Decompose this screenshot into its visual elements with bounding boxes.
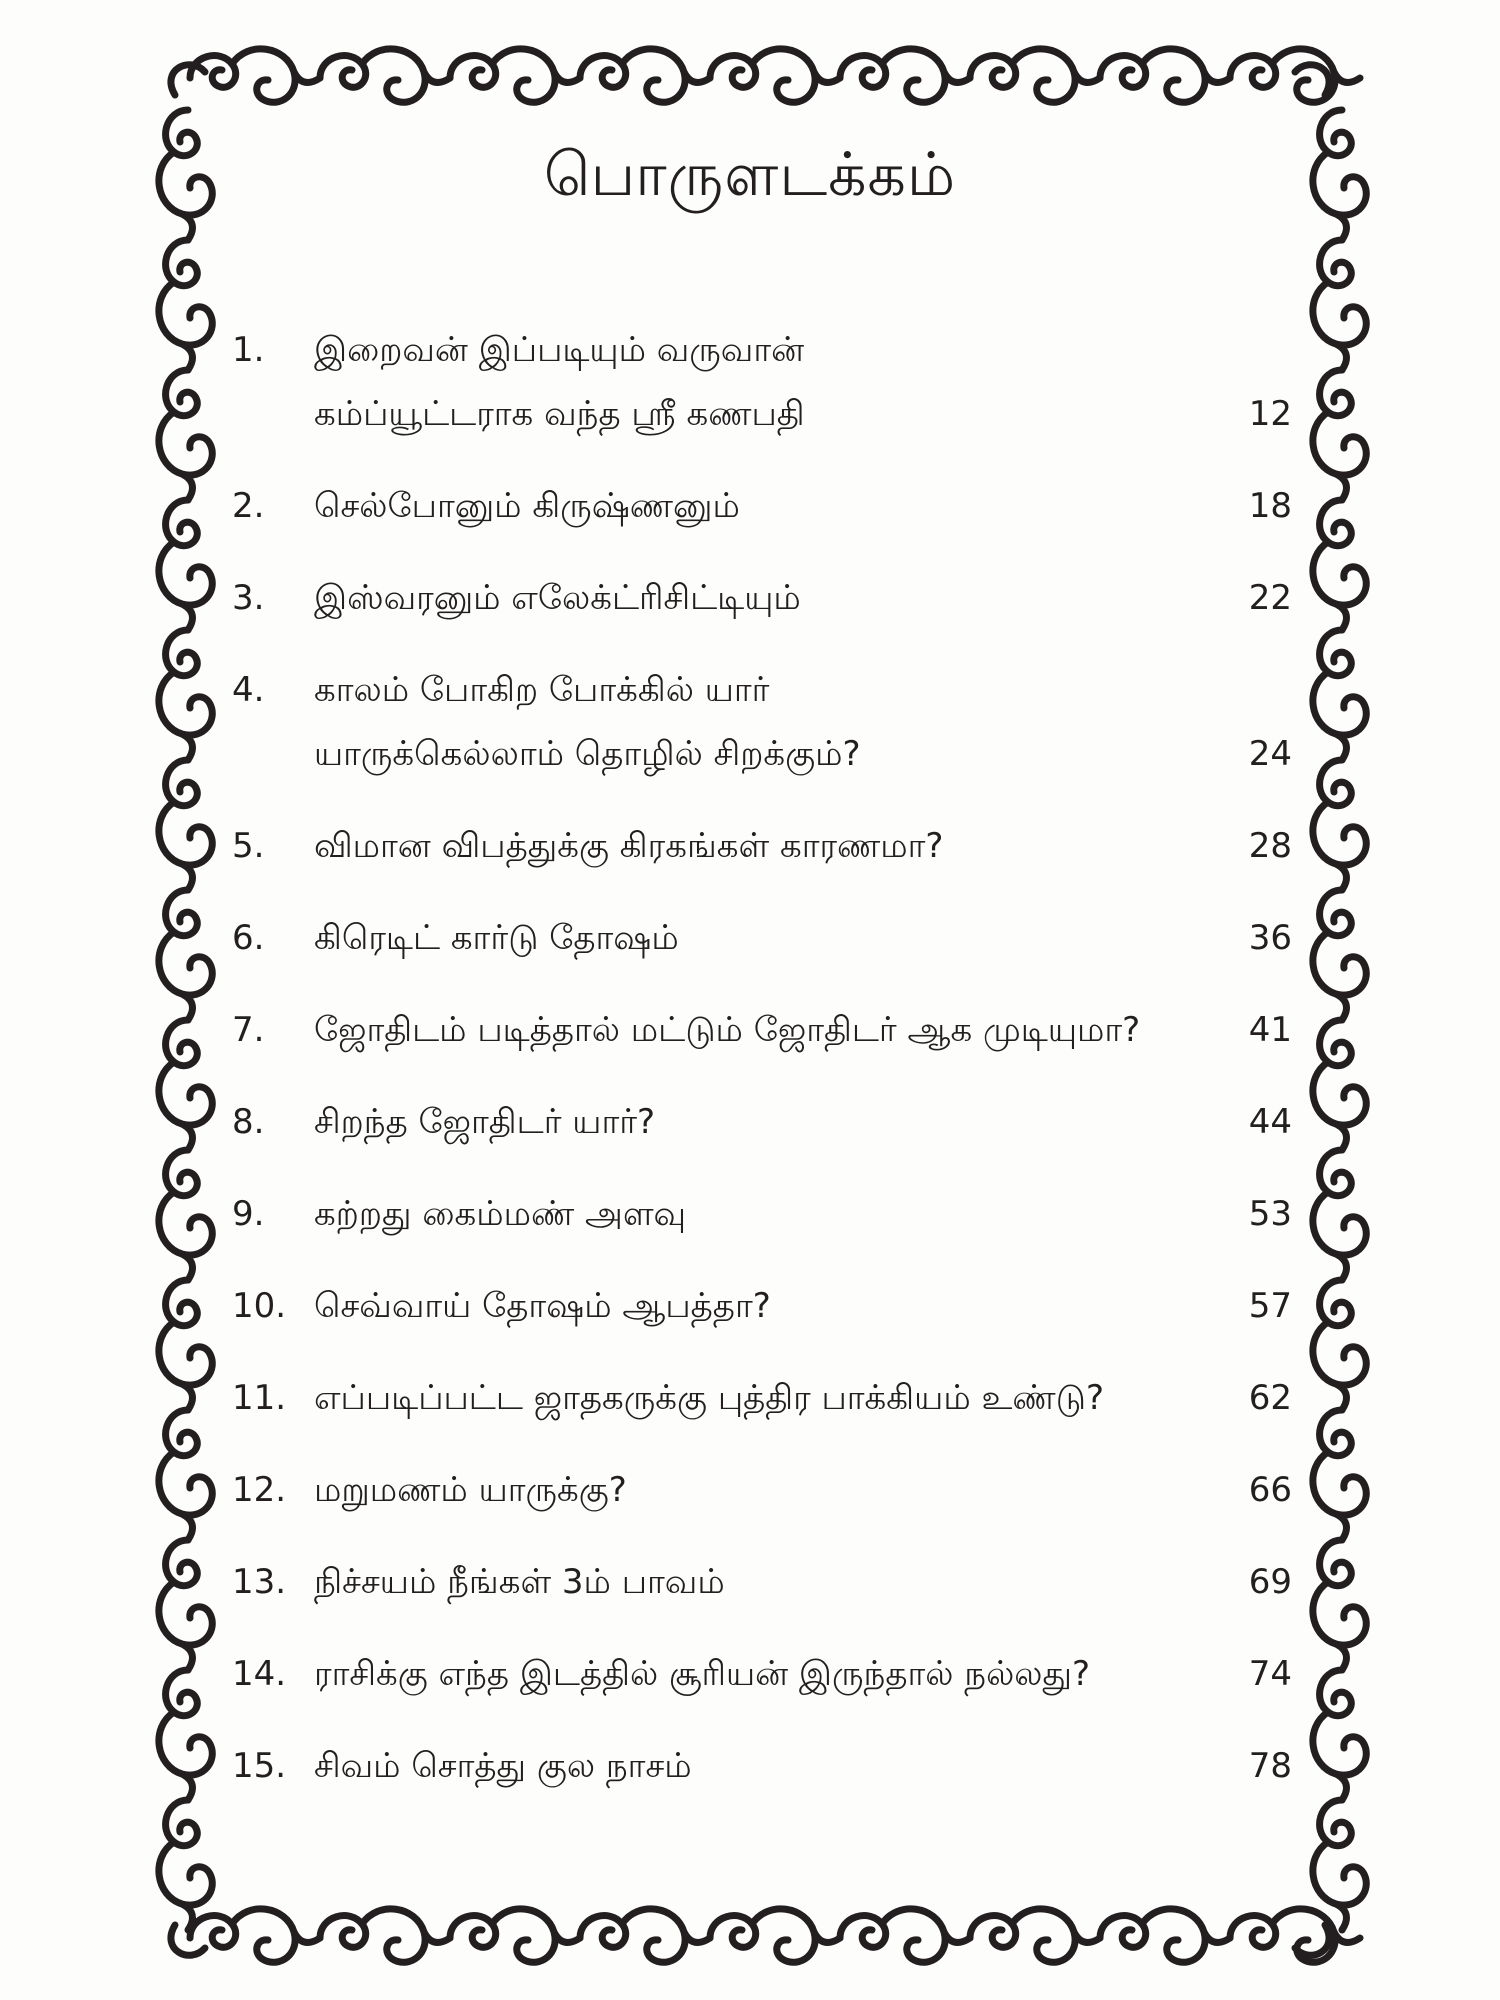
page-title: பொருளடக்கம் (543, 140, 957, 210)
toc-entry-title (314, 1642, 1202, 1706)
toc-entry (232, 1090, 1292, 1154)
toc-entry-number: 15. (232, 1746, 287, 1786)
toc-entry-title-line: சிறந்த ஜோதிடர் யார்? (314, 1102, 656, 1142)
toc-entry-title-line: செவ்வாய் தோஷம் ஆபத்தா? (314, 1286, 771, 1326)
toc-entry-title-line: ராசிக்கு எந்த இடத்தில் சூரியன் இருந்தால் நல்லது? (314, 1654, 1091, 1694)
toc-entry (232, 1734, 1292, 1798)
toc-entry (232, 474, 1292, 538)
toc-entry (232, 1274, 1292, 1338)
toc-entry-page-number: 44 (1248, 1102, 1292, 1142)
toc-entry-page-number: 57 (1248, 1286, 1292, 1326)
toc-entry-page-number: 69 (1248, 1562, 1292, 1602)
toc-entry (232, 1182, 1292, 1246)
toc-entry-page-number: 66 (1248, 1470, 1292, 1510)
toc-entry-title-line: விமான விபத்துக்கு கிரகங்கள் காரணமா? (314, 826, 944, 866)
toc-entry-page-number: 28 (1248, 826, 1292, 866)
toc-entry-title (314, 1182, 1202, 1246)
toc-entry-title (314, 474, 1202, 538)
toc-entry-page-number: 74 (1248, 1654, 1292, 1694)
toc-entry-number: 11. (232, 1378, 287, 1418)
toc-entry-page-number: 24 (1248, 734, 1292, 774)
toc-entry-title (314, 1458, 1202, 1522)
toc-entry (232, 1642, 1292, 1706)
toc-entry-title-line: சிவம் சொத்து குல நாசம் (314, 1746, 692, 1786)
toc-entry-number: 2. (232, 486, 265, 526)
toc-entry-page-number: 62 (1248, 1378, 1292, 1418)
toc-entry-title (314, 814, 1202, 878)
toc-entry-title-line: இறைவன் இப்படியும் வருவான் (314, 330, 805, 370)
toc-entry (232, 814, 1292, 878)
toc-entry-title (314, 1550, 1202, 1614)
toc-entry-title (314, 658, 1202, 786)
toc-entry (232, 1458, 1292, 1522)
toc-entry-number: 4. (232, 670, 265, 710)
toc-entry-title (314, 1734, 1202, 1798)
toc-entry-number: 14. (232, 1654, 287, 1694)
toc-entry-number: 6. (232, 918, 265, 958)
toc-entry-number: 13. (232, 1562, 287, 1602)
toc-entry (232, 906, 1292, 970)
toc-entry-number: 10. (232, 1286, 287, 1326)
toc-entry-title-line: செல்போனும் கிருஷ்ணனும் (314, 486, 740, 526)
toc-entry-number: 12. (232, 1470, 287, 1510)
toc-entry (232, 1550, 1292, 1614)
toc-entry-number: 1. (232, 330, 265, 370)
toc-entry (232, 998, 1292, 1062)
toc-entry-number: 9. (232, 1194, 265, 1234)
toc-entry-title-line: காலம் போகிற போக்கில் யார் (314, 670, 770, 710)
toc-entry-page-number: 41 (1248, 1010, 1292, 1050)
toc-entry-title-line: மறுமணம் யாருக்கு? (314, 1470, 627, 1510)
toc-entry-page-number: 53 (1248, 1194, 1292, 1234)
toc-entry-page-number: 18 (1248, 486, 1292, 526)
toc-entry-page-number: 78 (1248, 1746, 1292, 1786)
toc-entry-page-number: 12 (1248, 394, 1292, 434)
toc-entry (232, 1366, 1292, 1430)
toc-entry-title-line: இஸ்வரனும் எலேக்ட்ரிசிட்டியும் (314, 578, 801, 618)
toc-entry-title-line: ஜோதிடம் படித்தால் மட்டும் ஜோதிடர் ஆக முடியுமா? (314, 1010, 1141, 1050)
toc-entry-title (314, 906, 1202, 970)
toc-entry (232, 566, 1292, 630)
toc-entry-page-number: 36 (1248, 918, 1292, 958)
toc-entry-title (314, 318, 1202, 446)
toc-entry-title (314, 998, 1202, 1062)
table-of-contents (232, 318, 1292, 1798)
toc-entry-title-line: யாருக்கெல்லாம் தொழில் சிறக்கும்? (314, 734, 861, 774)
toc-entry-title-line: நிச்சயம் நீங்கள் 3ம் பாவம் (314, 1562, 725, 1602)
toc-entry-title (314, 1274, 1202, 1338)
toc-entry-title-line: கிரெடிட் கார்டு தோஷம் (314, 918, 679, 958)
toc-entry-number: 3. (232, 578, 265, 618)
toc-entry-title-line: எப்படிப்பட்ட ஜாதகருக்கு புத்திர பாக்கியம் உண்டு? (314, 1378, 1104, 1418)
toc-entry-number: 8. (232, 1102, 265, 1142)
toc-entry (232, 318, 1292, 446)
toc-entry-title (314, 1366, 1202, 1430)
toc-entry-number: 7. (232, 1010, 265, 1050)
toc-entry-title (314, 566, 1202, 630)
toc-entry-title-line: கற்றது கைம்மண் அளவு (314, 1194, 687, 1234)
toc-entry-title (314, 1090, 1202, 1154)
toc-entry (232, 658, 1292, 786)
toc-entry-number: 5. (232, 826, 265, 866)
toc-entry-page-number: 22 (1248, 578, 1292, 618)
toc-entry-title-line: கம்ப்யூட்டராக வந்த ஸ்ரீ கணபதி (314, 394, 805, 434)
